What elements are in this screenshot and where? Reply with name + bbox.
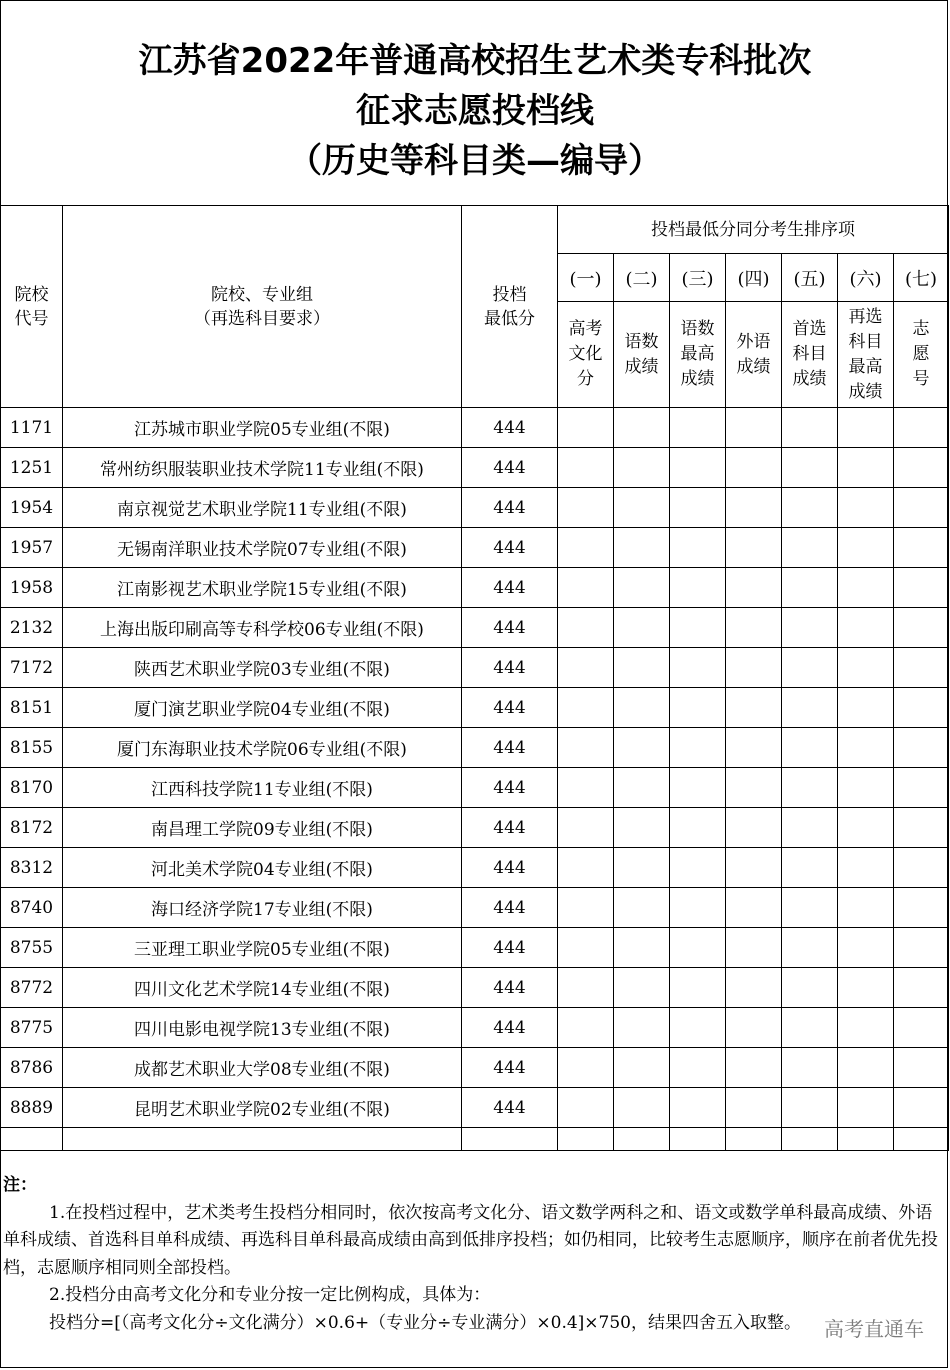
tiebreak-cell xyxy=(782,688,838,728)
tiebreak-cell xyxy=(782,728,838,768)
tiebreak-cell xyxy=(726,528,782,568)
tiebreak-cell xyxy=(838,408,894,448)
table-row xyxy=(1,648,949,688)
min-score-cell: 444 xyxy=(462,448,558,488)
tiebreak-cell xyxy=(782,1088,838,1128)
table-row xyxy=(1,1088,949,1128)
header-school-text: 院校、专业组 （再选科目要求） xyxy=(194,284,330,329)
tiebreak-cell xyxy=(838,688,894,728)
tiebreak-cell xyxy=(614,568,670,608)
empty-cell xyxy=(1,1128,63,1151)
tiebreak-cell xyxy=(558,968,614,1008)
header-col-num: (六) xyxy=(838,254,894,302)
header-col-num: (二) xyxy=(614,254,670,302)
tiebreak-cell xyxy=(670,728,726,768)
tiebreak-cell xyxy=(614,608,670,648)
tiebreak-cell xyxy=(838,728,894,768)
watermark: 高考直通车 xyxy=(824,1317,924,1341)
min-score-cell: 444 xyxy=(462,1048,558,1088)
tiebreak-cell xyxy=(838,488,894,528)
tiebreak-cell xyxy=(838,648,894,688)
tiebreak-cell xyxy=(782,568,838,608)
page-title xyxy=(0,36,950,186)
table-row xyxy=(1,808,949,848)
school-code-cell: 1251 xyxy=(1,448,63,488)
school-code-cell: 8312 xyxy=(1,848,63,888)
header-col-label-text: 外语 成绩 xyxy=(736,331,771,377)
tiebreak-cell xyxy=(838,1088,894,1128)
school-name-cell: 南京视觉艺术职业学院11专业组(不限) xyxy=(63,488,462,528)
tiebreak-cell xyxy=(726,968,782,1008)
school-code-cell: 8155 xyxy=(1,728,63,768)
tiebreak-cell xyxy=(558,608,614,648)
tiebreak-cell xyxy=(670,408,726,448)
notes xyxy=(3,1172,945,1337)
tiebreak-cell xyxy=(558,488,614,528)
table-row xyxy=(1,568,949,608)
tiebreak-cell xyxy=(782,648,838,688)
tiebreak-cell xyxy=(726,648,782,688)
empty-cell xyxy=(894,1128,949,1151)
header-col-label xyxy=(726,302,782,408)
header-col-num: (三) xyxy=(670,254,726,302)
tiebreak-cell xyxy=(894,848,949,888)
empty-cell xyxy=(614,1128,670,1151)
tiebreak-cell xyxy=(558,448,614,488)
tiebreak-cell xyxy=(838,608,894,648)
tiebreak-cell xyxy=(782,448,838,488)
tiebreak-cell xyxy=(614,488,670,528)
tiebreak-cell xyxy=(670,1008,726,1048)
tiebreak-cell xyxy=(726,808,782,848)
tiebreak-cell xyxy=(894,768,949,808)
tiebreak-cell xyxy=(726,928,782,968)
tiebreak-cell xyxy=(670,1048,726,1088)
min-score-cell: 444 xyxy=(462,808,558,848)
tiebreak-cell xyxy=(894,808,949,848)
header-col-label xyxy=(838,302,894,408)
tiebreak-cell xyxy=(894,488,949,528)
tiebreak-cell xyxy=(558,528,614,568)
tiebreak-cell xyxy=(614,968,670,1008)
tiebreak-cell xyxy=(558,1048,614,1088)
school-code-cell: 1954 xyxy=(1,488,63,528)
min-score-cell: 444 xyxy=(462,648,558,688)
tiebreak-cell xyxy=(782,408,838,448)
tiebreak-cell xyxy=(558,768,614,808)
tiebreak-cell xyxy=(670,648,726,688)
school-name-cell: 河北美术学院04专业组(不限) xyxy=(63,848,462,888)
school-name-cell: 江南影视艺术职业学院15专业组(不限) xyxy=(63,568,462,608)
tiebreak-cell xyxy=(838,528,894,568)
tiebreak-cell xyxy=(670,448,726,488)
tiebreak-cell xyxy=(726,408,782,448)
school-name-cell: 厦门东海职业技术学院06专业组(不限) xyxy=(63,728,462,768)
tiebreak-cell xyxy=(558,648,614,688)
min-score-cell: 444 xyxy=(462,1008,558,1048)
tiebreak-cell xyxy=(558,688,614,728)
header-col-label-text: 高考 文化 分 xyxy=(568,319,603,389)
tiebreak-cell xyxy=(614,1088,670,1128)
empty-cell xyxy=(558,1128,614,1151)
school-code-cell: 8755 xyxy=(1,928,63,968)
table-row xyxy=(1,848,949,888)
school-code-cell: 7172 xyxy=(1,648,63,688)
tiebreak-cell xyxy=(614,408,670,448)
empty-row xyxy=(1,1128,949,1151)
tiebreak-cell xyxy=(838,448,894,488)
tiebreak-cell xyxy=(670,1088,726,1128)
tiebreak-cell xyxy=(894,528,949,568)
tiebreak-cell xyxy=(670,488,726,528)
tiebreak-cell xyxy=(838,808,894,848)
min-score-cell: 444 xyxy=(462,768,558,808)
tiebreak-cell xyxy=(726,488,782,528)
tiebreak-cell xyxy=(894,728,949,768)
tiebreak-cell xyxy=(782,928,838,968)
header-col-label xyxy=(782,302,838,408)
header-col-num: (五) xyxy=(782,254,838,302)
tiebreak-cell xyxy=(782,968,838,1008)
header-code xyxy=(1,206,63,408)
empty-cell xyxy=(726,1128,782,1151)
school-name-cell: 成都艺术职业大学08专业组(不限) xyxy=(63,1048,462,1088)
tiebreak-cell xyxy=(558,1088,614,1128)
tiebreak-cell xyxy=(782,1008,838,1048)
tiebreak-cell xyxy=(670,568,726,608)
note-3: 投档分=[（高考文化分÷文化满分）×0.6+（专业分÷专业满分）×0.4]×750，结果四舍五入取整。 xyxy=(49,1312,801,1333)
tiebreak-cell xyxy=(558,808,614,848)
tiebreak-cell xyxy=(670,768,726,808)
tiebreak-cell xyxy=(670,888,726,928)
min-score-cell: 444 xyxy=(462,888,558,928)
table-row xyxy=(1,1008,949,1048)
tiebreak-cell xyxy=(614,1008,670,1048)
header-col-num: (四) xyxy=(726,254,782,302)
tiebreak-cell xyxy=(894,1008,949,1048)
school-name-cell: 上海出版印刷高等专科学校06专业组(不限) xyxy=(63,608,462,648)
school-name-cell: 江西科技学院11专业组(不限) xyxy=(63,768,462,808)
min-score-cell: 444 xyxy=(462,1088,558,1128)
tiebreak-cell xyxy=(614,888,670,928)
header-col-label-text: 语数 最高 成绩 xyxy=(680,319,715,389)
school-name-cell: 陕西艺术职业学院03专业组(不限) xyxy=(63,648,462,688)
tiebreak-cell xyxy=(782,808,838,848)
tiebreak-cell xyxy=(838,568,894,608)
school-name-cell: 昆明艺术职业学院02专业组(不限) xyxy=(63,1088,462,1128)
empty-cell xyxy=(670,1128,726,1151)
tiebreak-cell xyxy=(558,728,614,768)
tiebreak-cell xyxy=(838,1008,894,1048)
header-col-num: (一) xyxy=(558,254,614,302)
min-score-cell: 444 xyxy=(462,688,558,728)
header-school xyxy=(63,206,462,408)
empty-cell xyxy=(462,1128,558,1151)
school-code-cell: 2132 xyxy=(1,608,63,648)
tiebreak-cell xyxy=(838,968,894,1008)
school-name-cell: 无锡南洋职业技术学院07专业组(不限) xyxy=(63,528,462,568)
school-name-cell: 海口经济学院17专业组(不限) xyxy=(63,888,462,928)
tiebreak-cell xyxy=(558,1008,614,1048)
empty-cell xyxy=(782,1128,838,1151)
tiebreak-cell xyxy=(726,448,782,488)
tiebreak-cell xyxy=(726,608,782,648)
tiebreak-cell xyxy=(782,528,838,568)
tiebreak-cell xyxy=(670,528,726,568)
tiebreak-cell xyxy=(838,888,894,928)
table-row xyxy=(1,928,949,968)
tiebreak-cell xyxy=(670,848,726,888)
table-row xyxy=(1,608,949,648)
header-col-label-text: 志 愿 号 xyxy=(912,319,930,389)
min-score-cell: 444 xyxy=(462,488,558,528)
header-col-label xyxy=(670,302,726,408)
tiebreak-cell xyxy=(894,928,949,968)
table-row xyxy=(1,968,949,1008)
tiebreak-cell xyxy=(838,768,894,808)
school-code-cell: 8172 xyxy=(1,808,63,848)
tiebreak-cell xyxy=(558,928,614,968)
tiebreak-cell xyxy=(726,768,782,808)
tiebreak-cell xyxy=(894,888,949,928)
school-name-cell: 三亚理工职业学院05专业组(不限) xyxy=(63,928,462,968)
tiebreak-cell xyxy=(782,848,838,888)
min-score-cell: 444 xyxy=(462,928,558,968)
tiebreak-cell xyxy=(894,448,949,488)
school-code-cell: 8151 xyxy=(1,688,63,728)
tiebreak-cell xyxy=(726,568,782,608)
tiebreak-cell xyxy=(670,688,726,728)
tiebreak-cell xyxy=(726,888,782,928)
school-code-cell: 8772 xyxy=(1,968,63,1008)
title-line-1: 江苏省2022年普通高校招生艺术类专科批次 xyxy=(138,41,812,81)
tiebreak-cell xyxy=(726,1048,782,1088)
school-name-cell: 四川电影电视学院13专业组(不限) xyxy=(63,1008,462,1048)
tiebreak-cell xyxy=(838,848,894,888)
school-name-cell: 四川文化艺术学院14专业组(不限) xyxy=(63,968,462,1008)
table-row xyxy=(1,528,949,568)
tiebreak-cell xyxy=(782,888,838,928)
tiebreak-cell xyxy=(894,568,949,608)
school-code-cell: 1171 xyxy=(1,408,63,448)
note-2: 2.投档分由高考文化分和专业分按一定比例构成，具体为： xyxy=(49,1285,491,1305)
tiebreak-cell xyxy=(558,408,614,448)
tiebreak-cell xyxy=(838,928,894,968)
school-name-cell: 南昌理工学院09专业组(不限) xyxy=(63,808,462,848)
empty-cell xyxy=(63,1128,462,1151)
school-name-cell: 江苏城市职业学院05专业组(不限) xyxy=(63,408,462,448)
tiebreak-cell xyxy=(670,968,726,1008)
tiebreak-cell xyxy=(782,1048,838,1088)
header-col-num: (七) xyxy=(894,254,949,302)
school-code-cell: 1957 xyxy=(1,528,63,568)
school-name-cell: 厦门演艺职业学院04专业组(不限) xyxy=(63,688,462,728)
tiebreak-cell xyxy=(614,768,670,808)
header-code-text: 院校 代号 xyxy=(14,284,49,329)
header-tiebreak: 投档最低分同分考生排序项 xyxy=(558,206,949,254)
header-col-label-text: 语数 成绩 xyxy=(624,331,659,377)
tiebreak-cell xyxy=(894,1088,949,1128)
tiebreak-cell xyxy=(894,688,949,728)
min-score-cell: 444 xyxy=(462,408,558,448)
tiebreak-cell xyxy=(838,1048,894,1088)
school-name-cell: 常州纺织服装职业技术学院11专业组(不限) xyxy=(63,448,462,488)
tiebreak-cell xyxy=(894,408,949,448)
tiebreak-cell xyxy=(670,608,726,648)
min-score-cell: 444 xyxy=(462,848,558,888)
header-min-score xyxy=(462,206,558,408)
tiebreak-cell xyxy=(614,448,670,488)
tiebreak-cell xyxy=(782,488,838,528)
tiebreak-cell xyxy=(726,728,782,768)
school-code-cell: 8786 xyxy=(1,1048,63,1088)
empty-cell xyxy=(838,1128,894,1151)
school-code-cell: 8170 xyxy=(1,768,63,808)
tiebreak-cell xyxy=(726,848,782,888)
header-col-label xyxy=(894,302,949,408)
table-row xyxy=(1,728,949,768)
tiebreak-cell xyxy=(614,808,670,848)
table-row xyxy=(1,1048,949,1088)
school-code-cell: 8889 xyxy=(1,1088,63,1128)
header-min-text: 投档 最低分 xyxy=(484,284,535,329)
tiebreak-cell xyxy=(894,648,949,688)
header-col-label xyxy=(614,302,670,408)
min-score-cell: 444 xyxy=(462,608,558,648)
tiebreak-cell xyxy=(614,688,670,728)
tiebreak-cell xyxy=(614,928,670,968)
table-row xyxy=(1,448,949,488)
table-row xyxy=(1,888,949,928)
tiebreak-cell xyxy=(782,768,838,808)
note-1: 1.在投档过程中，艺术类考生投档分相同时，依次按高考文化分、语文数学两科之和、语文或数学单科最高成绩、外语单科成绩、首选科目单科成绩、再选科目单科最高成绩由高到低排序投档；如仍相同，比较考生志愿顺序，顺序在前者优先投档，志愿顺序相同则全部投档。 xyxy=(3,1202,938,1278)
min-score-cell: 444 xyxy=(462,728,558,768)
tiebreak-cell xyxy=(726,688,782,728)
notes-label: 注： xyxy=(3,1175,37,1195)
tiebreak-cell xyxy=(894,1048,949,1088)
tiebreak-cell xyxy=(782,608,838,648)
table-row xyxy=(1,488,949,528)
header-col-label-text: 首选 科目 成绩 xyxy=(792,319,827,389)
admission-table xyxy=(0,205,949,1151)
title-line-3: （历史等科目类—编导） xyxy=(288,141,662,181)
min-score-cell: 444 xyxy=(462,528,558,568)
table-row xyxy=(1,408,949,448)
school-code-cell: 8740 xyxy=(1,888,63,928)
tiebreak-cell xyxy=(670,928,726,968)
min-score-cell: 444 xyxy=(462,968,558,1008)
min-score-cell: 444 xyxy=(462,568,558,608)
title-line-2: 征求志愿投档线 xyxy=(356,91,594,131)
tiebreak-cell xyxy=(558,848,614,888)
school-code-cell: 1958 xyxy=(1,568,63,608)
tiebreak-cell xyxy=(614,528,670,568)
tiebreak-cell xyxy=(726,1088,782,1128)
tiebreak-cell xyxy=(614,648,670,688)
tiebreak-cell xyxy=(726,1008,782,1048)
tiebreak-cell xyxy=(894,608,949,648)
header-col-label-text: 再选 科目 最高 成绩 xyxy=(848,306,883,402)
table-row xyxy=(1,688,949,728)
tiebreak-cell xyxy=(614,1048,670,1088)
tiebreak-cell xyxy=(670,808,726,848)
table-row xyxy=(1,768,949,808)
tiebreak-cell xyxy=(558,568,614,608)
tiebreak-cell xyxy=(894,968,949,1008)
tiebreak-cell xyxy=(614,848,670,888)
school-code-cell: 8775 xyxy=(1,1008,63,1048)
tiebreak-cell xyxy=(558,888,614,928)
header-col-label xyxy=(558,302,614,408)
tiebreak-cell xyxy=(614,728,670,768)
